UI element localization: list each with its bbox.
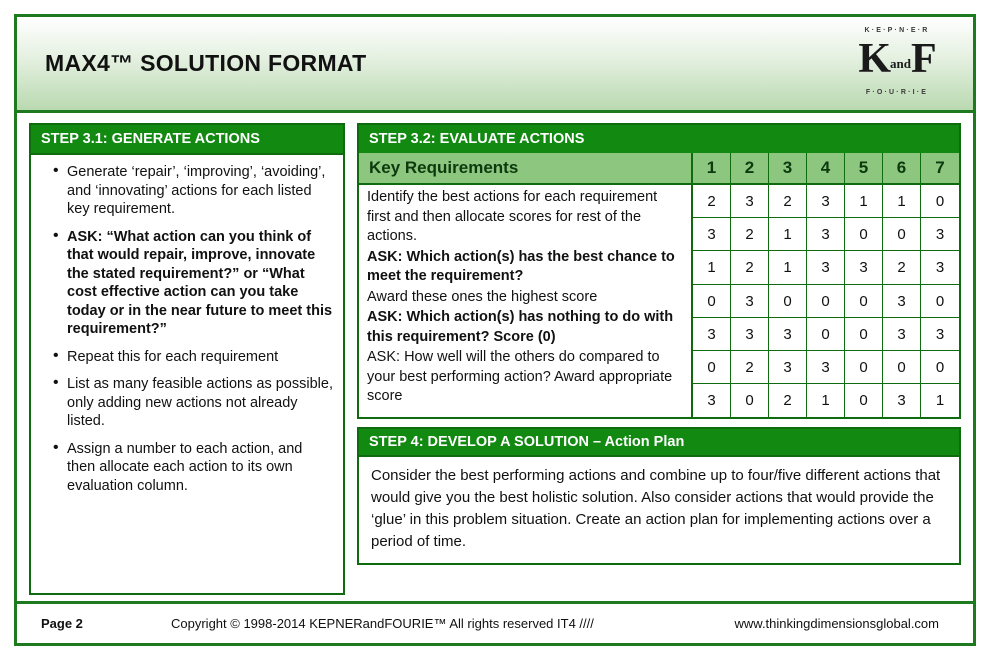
score-cell[interactable]: 3 [807, 251, 844, 284]
bullet-text: Repeat this for each requirement [67, 348, 279, 365]
score-cell[interactable]: 0 [845, 318, 882, 351]
step-3-1-band: STEP 3.1: GENERATE ACTIONS [29, 123, 345, 153]
score-cell[interactable]: 0 [921, 185, 959, 218]
bullet-text: Assign a number to each action, and then allocate each action to its own evaluation column. [67, 440, 303, 494]
instruction-line [367, 188, 683, 247]
generate-actions-column [29, 123, 345, 595]
slide-header [17, 17, 973, 113]
score-cell[interactable]: 3 [769, 318, 806, 351]
score-cell[interactable]: 1 [935, 392, 945, 410]
score-cell[interactable]: 0 [883, 218, 920, 251]
score-cell[interactable]: 2 [769, 185, 806, 218]
website-url: www.thinkingdimensionsglobal.com [734, 616, 939, 631]
score-cell[interactable]: 0 [693, 285, 730, 318]
list-item [55, 163, 333, 219]
bullet-text: Generate ‘repair’, ‘improving’, ‘avoiding’, and ‘innovating’ actions for each listed key requirement. [67, 164, 326, 217]
evaluate-actions-column [357, 123, 961, 595]
table-body [359, 185, 959, 417]
score-cell[interactable]: 3 [807, 185, 844, 218]
score-column [883, 185, 921, 417]
generate-actions-bullets [37, 163, 333, 495]
score-cell[interactable]: 1 [845, 185, 882, 218]
step-3-1-panel [29, 153, 345, 595]
score-cell[interactable]: 2 [731, 351, 768, 384]
score-cell[interactable]: 2 [693, 185, 730, 218]
score-cell[interactable]: 3 [897, 392, 906, 410]
step-4-band: STEP 4: DEVELOP A SOLUTION – Action Plan [357, 427, 961, 455]
column-header: 5 [845, 153, 883, 183]
score-cell[interactable]: 1 [769, 251, 806, 284]
score-cell[interactable]: 0 [807, 285, 844, 318]
score-column [921, 185, 959, 417]
list-item [55, 348, 333, 367]
score-column [731, 185, 769, 417]
score-cell[interactable]: 3 [769, 351, 806, 384]
score-cell[interactable]: 3 [921, 318, 959, 351]
score-cell[interactable]: 2 [883, 251, 920, 284]
instruction-text: ASK: Which action(s) has nothing to do with this requirement? Score (0) [367, 309, 674, 345]
score-cell[interactable]: 3 [731, 185, 768, 218]
score-cell[interactable]: 3 [731, 285, 768, 318]
logo-monogram [847, 34, 947, 89]
score-cell[interactable]: 2 [731, 218, 768, 251]
score-column [693, 185, 731, 417]
step-3-2-block [357, 123, 961, 419]
score-cell[interactable]: 0 [845, 351, 882, 384]
score-cell[interactable]: 1 [883, 185, 920, 218]
score-cell[interactable]: 3 [693, 318, 730, 351]
instruction-text: ASK: Which action(s) has the best chance to meet the requirement? [367, 248, 675, 284]
score-cell[interactable]: 3 [921, 218, 959, 251]
logo-word-and: and [890, 56, 911, 71]
logo-letter-f: F [910, 36, 936, 82]
score-cell[interactable]: 3 [921, 251, 959, 284]
bullet-text: List as many feasible actions as possible, only adding new actions not already listed. [67, 376, 333, 429]
score-cell[interactable]: 0 [745, 392, 754, 410]
score-cell[interactable]: 0 [845, 218, 882, 251]
score-cell[interactable]: 3 [707, 392, 716, 410]
score-grid [693, 185, 959, 417]
logo-top-text: K·E·P·N·E·R [864, 27, 930, 34]
score-cell[interactable]: 2 [783, 392, 792, 410]
list-item [55, 440, 333, 496]
column-header: 7 [935, 158, 945, 177]
slide-footer [17, 601, 973, 643]
column-header: 4 [807, 153, 845, 183]
instruction-text: Award these ones the highest score [367, 288, 598, 305]
step-4-text: Consider the best performing actions and combine up to four/five different actions that would give you the best holistic solution. Also consider actions that would provide the ‘glue’ in this problem situation. Create an action plan for implementing actions over a period of time. [371, 467, 941, 551]
list-item [55, 375, 333, 431]
score-cell[interactable]: 0 [921, 285, 959, 318]
bullet-text: ASK: “What action can you think of that would repair, improve, innovate the stated requirement?” or “What cost effective action can you take today or in the near future to meet this requirement?” [67, 228, 333, 337]
score-cell[interactable]: 0 [807, 318, 844, 351]
instruction-line [367, 288, 683, 308]
column-header: 2 [731, 153, 769, 183]
score-cell[interactable]: 3 [731, 318, 768, 351]
score-cell[interactable]: 3 [845, 251, 882, 284]
score-cell[interactable]: 1 [769, 218, 806, 251]
evaluate-actions-table [357, 153, 961, 419]
instruction-line [367, 308, 683, 347]
score-cell[interactable]: 3 [807, 218, 844, 251]
step-3-2-band: STEP 3.2: EVALUATE ACTIONS [357, 123, 961, 153]
score-cell[interactable]: 0 [859, 392, 868, 410]
score-column [807, 185, 845, 417]
list-item [55, 228, 333, 339]
score-column [845, 185, 883, 417]
key-requirements-header: Key Requirements [359, 153, 693, 183]
slide-card [14, 14, 976, 646]
column-header: 1 [693, 153, 731, 183]
copyright-text: Copyright © 1998-2014 KEPNERandFOURIE™ All rights reserved IT4 //// [171, 616, 594, 631]
score-column [769, 185, 807, 417]
instruction-text: Identify the best actions for each requirement first and then allocate scores for rest of the actions. [367, 189, 658, 244]
column-header: 3 [769, 153, 807, 183]
score-cell[interactable]: 1 [693, 251, 730, 284]
logo-bottom-text: F·O·U·R·I·E [865, 89, 929, 96]
step-4-block [357, 427, 961, 565]
page-title: MAX4™ SOLUTION FORMAT [45, 50, 367, 76]
score-cell[interactable]: 0 [883, 351, 920, 384]
table-header-row [359, 153, 959, 185]
score-cell[interactable]: 0 [693, 351, 730, 384]
score-cell[interactable]: 0 [845, 285, 882, 318]
instruction-line [367, 248, 683, 287]
score-cell[interactable]: 0 [921, 351, 959, 384]
column-headers [693, 153, 959, 183]
score-cell[interactable]: 0 [769, 285, 806, 318]
score-cell[interactable]: 3 [883, 318, 920, 351]
step-4-panel [357, 455, 961, 565]
instruction-text: ASK: How well will the others do compared to your best performing action? Award appropriate score [367, 349, 673, 404]
page-number: Page 2 [41, 616, 83, 631]
column-header: 6 [883, 153, 921, 183]
score-cell[interactable]: 3 [693, 218, 730, 251]
instruction-line [367, 348, 683, 407]
score-cell[interactable]: 1 [821, 392, 830, 410]
score-cell[interactable]: 3 [883, 285, 920, 318]
kepner-fourie-logo [847, 23, 947, 109]
evaluate-instructions [359, 185, 693, 417]
slide-body [17, 113, 973, 601]
score-cell[interactable]: 2 [731, 251, 768, 284]
score-cell[interactable]: 3 [807, 351, 844, 384]
logo-letter-k: K [858, 36, 891, 82]
